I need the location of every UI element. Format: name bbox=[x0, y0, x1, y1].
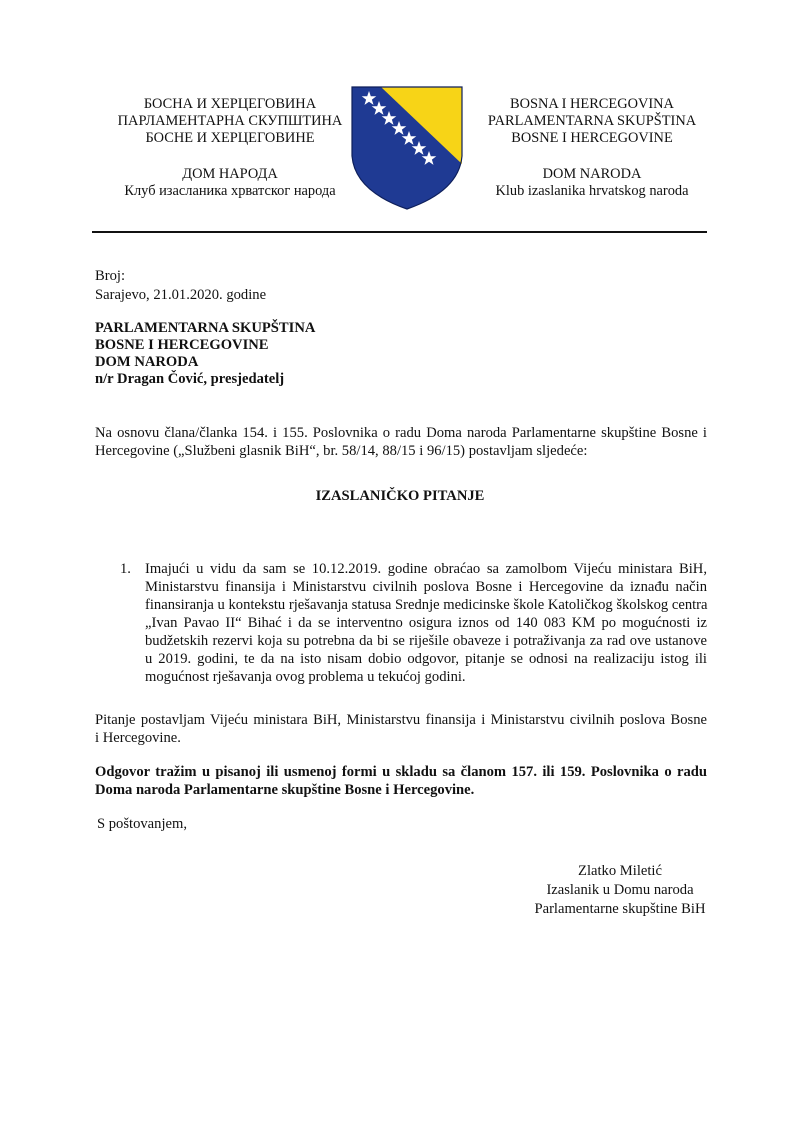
question-line: finansiranja u kontekstu rješavanja statusa Srednje medicinske škole Katoličkog školskog centra bbox=[145, 597, 708, 613]
question-line: u 2019. godini, te da na isto nisam dobio odgovor, pitanje se odnosi na realizaciju istog ili bbox=[145, 651, 707, 667]
recipient-line-1: PARLAMENTARNA SKUPŠTINA bbox=[95, 320, 316, 336]
house-name-cyrillic: ДОМ НАРОДА bbox=[182, 166, 278, 182]
parliament-name-latin: PARLAMENTARNA SKUPŠTINA bbox=[487, 113, 697, 129]
closing-salutation: S poštovanjem, bbox=[97, 816, 187, 832]
question-line: mogućnost rješavanja ovog problema u tekućoj godini. bbox=[145, 669, 466, 685]
intro-line-1: Na osnovu člana/članka 154. i 155. Poslovnika o radu Doma naroda Parlamentarne skupštine Bosne i bbox=[95, 425, 707, 441]
question-line: Imajući u vidu da sam se 10.12.2019. godine obraćao sa zamolbom Vijeću ministara BiH, bbox=[145, 561, 707, 577]
country-name-latin: BOSNA I HERCEGOVINA bbox=[510, 96, 674, 112]
header-left-block bbox=[70, 96, 390, 200]
signatory-name: Zlatko Miletić bbox=[578, 863, 662, 879]
recipient-attention: n/r Dragan Čović, presjedatelj bbox=[95, 371, 285, 387]
header-divider bbox=[92, 231, 707, 233]
question-number: 1. bbox=[120, 561, 131, 577]
header-right-block bbox=[432, 96, 752, 200]
intro-line-2: Hercegovine („Službeni glasnik BiH“, br. 58/14, 88/15 i 96/15) postavljam sljedeće: bbox=[95, 443, 588, 459]
club-name-latin: Klub izaslanika hrvatskog naroda bbox=[495, 183, 689, 199]
question-line: Ministarstvu finansija i Ministarstvu civilnih poslova Bosne i Hercegovine da iznađu način bbox=[145, 579, 707, 595]
document-title: IZASLANIČKO PITANJE bbox=[315, 488, 485, 504]
house-name-latin: DOM NARODA bbox=[542, 166, 642, 182]
recipient-line-3: DOM NARODA bbox=[95, 354, 199, 370]
question-line: „Ivan Pavao II“ Bihać i da se interventno osigura iznos od 140 083 KM po mogućnosti iz bbox=[145, 615, 707, 631]
signature-block bbox=[510, 862, 730, 919]
recipient-line-2: BOSNE I HERCEGOVINE bbox=[95, 337, 269, 353]
country-name-cyrillic: БОСНА И ХЕРЦЕГОВИНА bbox=[143, 96, 317, 112]
club-name-cyrillic: Клуб изасланика хрватског народа bbox=[124, 183, 336, 199]
answer-request-line-1: Odgovor tražim u pisanoj ili usmenoj formi u skladu sa članom 157. ili 159. Poslovnika o radu bbox=[95, 764, 707, 780]
signatory-role: Izaslanik u Domu naroda bbox=[546, 882, 694, 898]
addressee-line-1: Pitanje postavljam Vijeću ministara BiH, Ministarstvu finansija i Ministarstvu civilnih poslova Bosne bbox=[95, 712, 707, 728]
addressee-line-2: i Hercegovine. bbox=[95, 730, 181, 746]
country-genitive-cyrillic: БОСНЕ И ХЕРЦЕГОВИНЕ bbox=[145, 130, 315, 146]
question-line: budžetskih rezervi koja su potrebna da bi se riješile obaveze i potraživanja za rad ove ustanove bbox=[145, 633, 707, 649]
place-and-date: Sarajevo, 21.01.2020. godine bbox=[95, 287, 267, 303]
parliament-name-cyrillic: ПАРЛАМЕНТАРНА СКУПШТИНА bbox=[117, 113, 343, 129]
reference-number-label: Broj: bbox=[95, 268, 125, 284]
signatory-institution: Parlamentarne skupštine BiH bbox=[534, 901, 706, 917]
answer-request-line-2: Doma naroda Parlamentarne skupštine Bosne i Hercegovine. bbox=[95, 782, 475, 798]
country-genitive-latin: BOSNE I HERCEGOVINE bbox=[511, 130, 673, 146]
